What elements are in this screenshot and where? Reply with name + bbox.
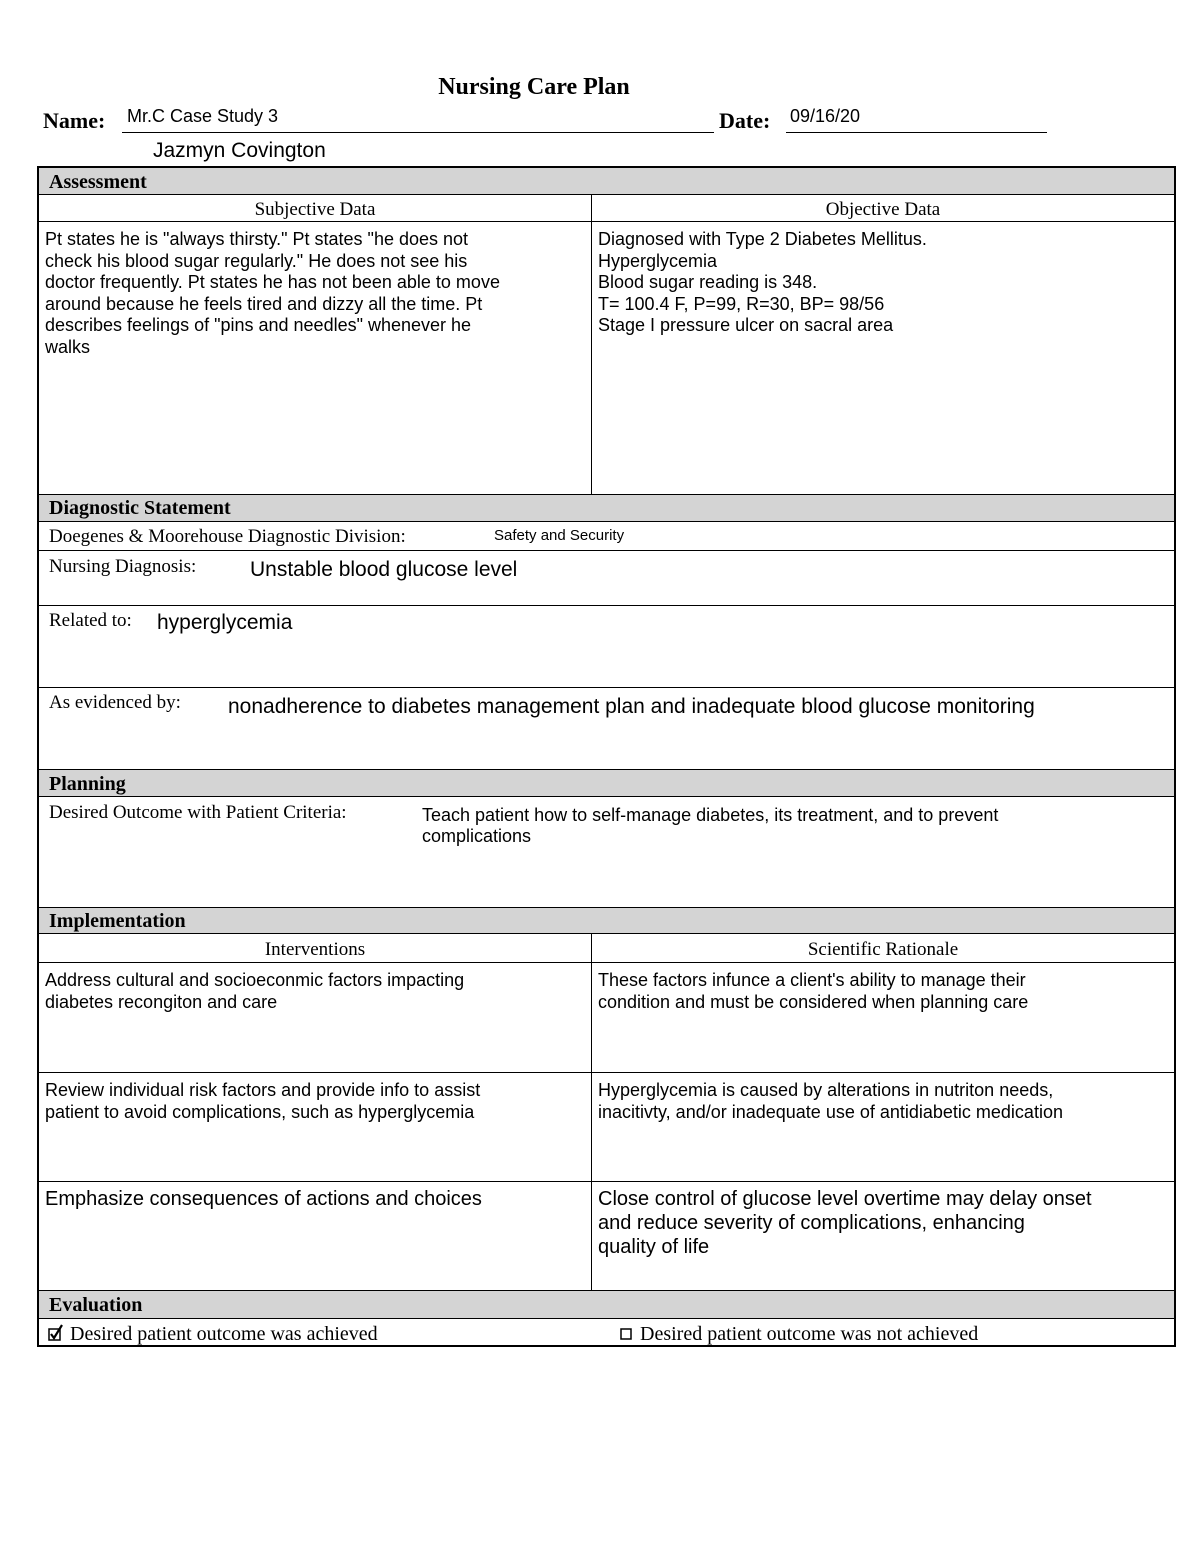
diagnostic-division-field[interactable]: Safety and Security — [494, 527, 625, 544]
name-underline — [122, 132, 714, 133]
implementation-header-band — [39, 907, 1174, 934]
nursing-diagnosis-field[interactable]: Unstable blood glucose level — [250, 558, 518, 581]
intervention-3-field[interactable]: Emphasize consequences of actions and choices — [45, 1188, 482, 1210]
as-evidenced-by-field[interactable]: nonadherence to diabetes management plan and inadequate blood glucose monitoring — [228, 695, 1035, 718]
evaluation-header-band — [39, 1291, 1174, 1319]
column-divider — [591, 195, 592, 494]
row-divider — [38, 605, 1175, 606]
nursing-diagnosis-label: Nursing Diagnosis: — [49, 556, 197, 577]
date-label: Date: — [719, 108, 771, 133]
diagnostic-statement-title: Diagnostic Statement — [49, 497, 231, 519]
name-field[interactable]: Mr.C Case Study 3 — [127, 106, 279, 126]
desired-outcome-line2[interactable]: complications — [422, 826, 532, 846]
checkbox-checked-icon[interactable] — [47, 1324, 65, 1346]
row-divider — [38, 1181, 1175, 1182]
rationale-3-field[interactable]: Close control of glucose level overtime may delay onset and reduce severity of complications, enhancing quality of life — [598, 1188, 1092, 1258]
planning-title: Planning — [49, 773, 126, 795]
subjective-data-header: Subjective Data — [254, 199, 376, 220]
rationale-1-field[interactable]: These factors infunce a client's ability to manage their condition and must be considered when planning care — [598, 970, 1029, 1012]
planning-header-band — [39, 770, 1174, 797]
desired-outcome-label: Desired Outcome with Patient Criteria: — [49, 802, 347, 823]
column-divider — [591, 934, 592, 1290]
related-to-label: Related to: — [49, 610, 132, 631]
row-divider — [38, 962, 1175, 963]
row-divider — [38, 769, 1175, 770]
as-evidenced-by-label: As evidenced by: — [49, 692, 181, 713]
diagnostic-division-label: Doegenes & Moorehouse Diagnostic Division: — [49, 526, 406, 547]
name-label: Name: — [43, 108, 106, 133]
rationale-2-field[interactable]: Hyperglycemia is caused by alterations in nutriton needs, inacitivty, and/or inadequate use of antidiabetic medication — [598, 1080, 1063, 1122]
checkbox-empty-icon[interactable] — [619, 1325, 635, 1345]
outcome-not-achieved-label: Desired patient outcome was not achieved — [640, 1323, 979, 1345]
desired-outcome-line1[interactable]: Teach patient how to self-manage diabetes, its treatment, and to prevent — [422, 805, 999, 825]
row-divider — [38, 221, 1175, 222]
evaluation-title: Evaluation — [49, 1294, 143, 1316]
outcome-achieved-option[interactable] — [47, 1324, 378, 1346]
student-name: Jazmyn Covington — [153, 139, 326, 162]
implementation-title: Implementation — [49, 910, 186, 932]
assessment-header-band — [39, 168, 1174, 195]
page-title: Nursing Care Plan — [438, 74, 630, 100]
row-divider — [38, 550, 1175, 551]
date-field[interactable]: 09/16/20 — [790, 106, 861, 126]
outcome-not-achieved-option[interactable] — [619, 1324, 978, 1345]
subjective-data-field[interactable]: Pt states he is "always thirsty." Pt states "he does not check his blood sugar regularly." He does not see his doctor frequently. Pt states he has not been able to move around because he feels tired and dizzy all the time. Pt describes feelings of "pins and needles" whenever he walks — [45, 229, 500, 357]
date-underline — [786, 132, 1047, 133]
row-divider — [38, 1072, 1175, 1073]
interventions-header: Interventions — [264, 939, 366, 960]
objective-data-header: Objective Data — [825, 199, 941, 220]
scientific-rationale-header: Scientific Rationale — [807, 939, 959, 960]
related-to-field[interactable]: hyperglycemia — [157, 611, 293, 634]
row-divider — [38, 494, 1175, 495]
row-divider — [38, 1290, 1175, 1291]
intervention-2-field[interactable]: Review individual risk factors and provide info to assist patient to avoid complications, such as hyperglycemia — [45, 1080, 481, 1122]
objective-data-field[interactable]: Diagnosed with Type 2 Diabetes Mellitus. Hyperglycemia Blood sugar reading is 348. T= 100.4 F, P=99, R=30, BP= 98/56 Stage I pressure ulcer on sacral area — [598, 229, 927, 336]
outcome-achieved-label: Desired patient outcome was achieved — [70, 1323, 378, 1345]
intervention-1-field[interactable]: Address cultural and socioeconmic factors impacting diabetes recongiton and care — [45, 970, 465, 1012]
assessment-title: Assessment — [49, 171, 147, 193]
row-divider — [38, 907, 1175, 908]
row-divider — [38, 687, 1175, 688]
